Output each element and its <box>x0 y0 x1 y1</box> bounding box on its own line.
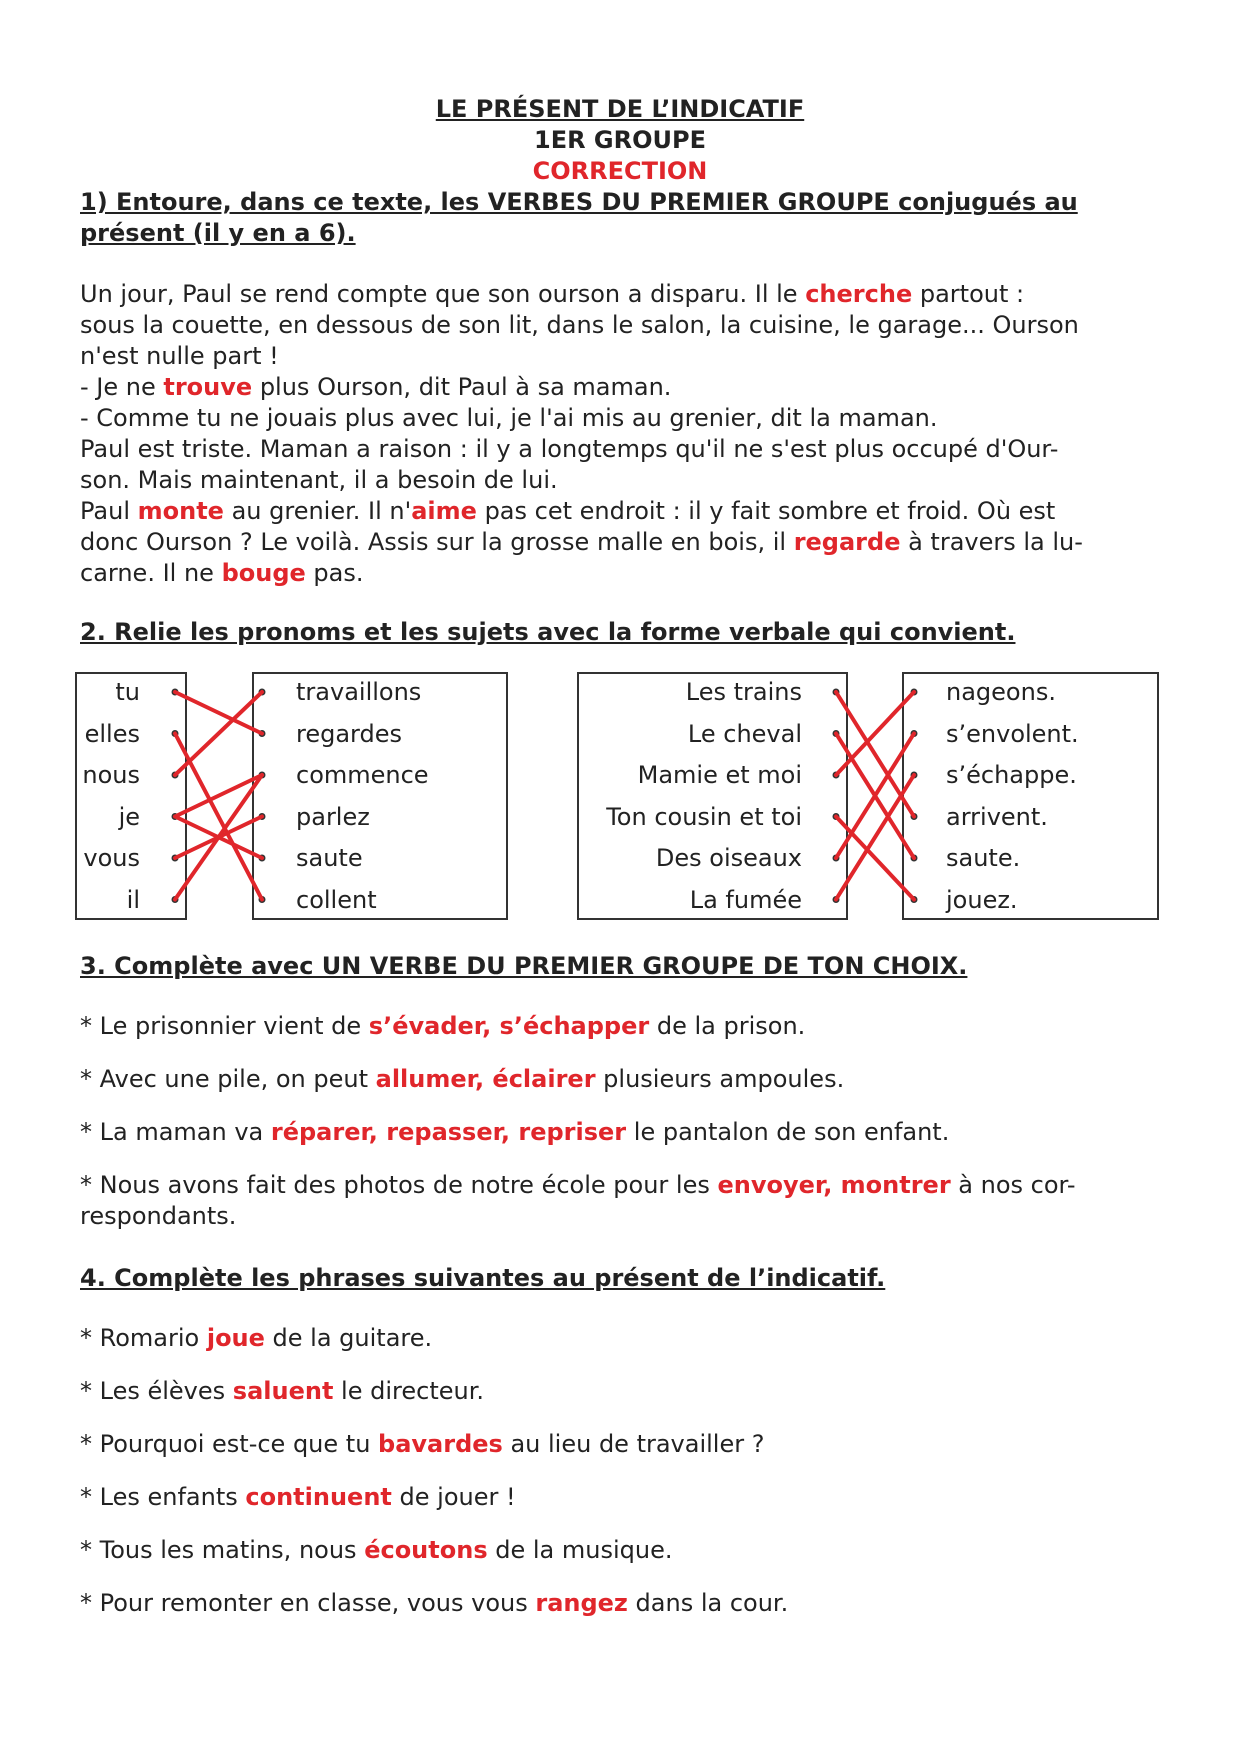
paragraph-line <box>80 558 1155 589</box>
answer-verb: bouge <box>221 559 306 587</box>
text-segment: * Le prisonnier vient de <box>80 1012 369 1040</box>
left-subject: elles <box>84 719 140 748</box>
section4-title: 4. Complète les phrases suivantes au présent de l’indicatif. <box>80 1264 886 1292</box>
left-verb: saute <box>296 844 363 872</box>
exercise-line <box>80 1376 1160 1407</box>
answer-verb: allumer, éclairer <box>375 1065 596 1093</box>
right-verb: arrivent. <box>946 802 1048 831</box>
text-segment: n'est nulle part ! <box>80 342 279 370</box>
text-segment: au lieu de travailler ? <box>502 1430 765 1458</box>
text-segment: à nos cor- <box>950 1171 1076 1199</box>
answer-verb: s’évader, s’échapper <box>368 1012 650 1040</box>
answer-verb: regarde <box>793 528 901 556</box>
text-segment: pas. <box>305 559 364 587</box>
answer-verb: monte <box>137 497 224 525</box>
text-segment: plus Ourson, dit Paul à sa maman. <box>252 373 672 401</box>
text-segment: - Je ne <box>80 373 164 401</box>
right-verb: s’envolent. <box>946 719 1079 748</box>
text-segment: de jouer ! <box>391 1483 516 1511</box>
answer-verb: réparer, repasser, repriser <box>270 1118 627 1146</box>
left-link-line <box>175 817 262 859</box>
text-segment: sous la couette, en dessous de son lit, dans le salon, la cuisine, le garage... Ourson <box>80 311 1079 339</box>
text-segment: * Avec une pile, on peut <box>80 1065 376 1093</box>
exercise-line <box>80 1201 1160 1232</box>
correction-label: CORRECTION <box>532 157 708 185</box>
paragraph-line <box>80 434 1155 465</box>
text-segment: * Pour remonter en classe, vous vous <box>80 1589 536 1617</box>
exercise-line <box>80 1011 1160 1042</box>
exercise-line <box>80 1170 1160 1201</box>
left-link-line <box>175 734 262 900</box>
answer-verb: trouve <box>163 373 253 401</box>
text-segment: * Pourquoi est-ce que tu <box>80 1430 379 1458</box>
right-subject: Les trains <box>685 678 802 706</box>
text-segment: * Romario <box>80 1324 207 1352</box>
paragraph-line <box>80 496 1155 527</box>
paragraph-line <box>80 279 1155 310</box>
text-segment: de la guitare. <box>264 1324 433 1352</box>
text-segment: dans la cour. <box>627 1589 789 1617</box>
right-verb: jouez. <box>946 885 1018 914</box>
exercise-item <box>80 1011 1160 1042</box>
exercise-line <box>80 1064 1160 1095</box>
text-segment: Paul est triste. Maman a raison : il y a longtemps qu'il ne s'est plus occupé d'Our- <box>80 435 1059 463</box>
left-verb: parlez <box>296 802 370 831</box>
exercise-item <box>80 1323 1160 1354</box>
text-segment: son. Mais maintenant, il a besoin de lui. <box>80 466 558 494</box>
answer-verb: cherche <box>805 280 913 308</box>
text-segment: * La maman va <box>80 1118 271 1146</box>
right-subjects-box <box>577 672 848 920</box>
text-segment: carne. Il ne <box>80 559 222 587</box>
left-link-line <box>175 692 262 775</box>
text-segment: Paul <box>80 497 138 525</box>
text-segment: le directeur. <box>333 1377 484 1405</box>
text-segment: Un jour, Paul se rend compte que son ourson a disparu. Il le <box>80 280 806 308</box>
text-segment: pas cet endroit : il y fait sombre et froid. Où est <box>476 497 1056 525</box>
left-subjects-box <box>75 672 187 920</box>
exercise-item <box>80 1535 1160 1566</box>
left-subject: vous <box>83 844 140 872</box>
answer-verb: continuent <box>245 1483 392 1511</box>
page-title: LE PRÉSENT DE L’INDICATIF <box>435 95 805 123</box>
page-subtitle: 1ER GROUPE <box>534 126 706 154</box>
answer-verb: aime <box>411 497 477 525</box>
right-subject: Le cheval <box>687 719 802 748</box>
paragraph-line <box>80 341 1155 372</box>
text-segment: de la musique. <box>487 1536 673 1564</box>
right-subject: Des oiseaux <box>655 844 802 872</box>
exercise-line <box>80 1588 1160 1619</box>
left-verb: regardes <box>296 719 402 748</box>
answer-verb: bavardes <box>378 1430 503 1458</box>
section1-text <box>80 279 1155 589</box>
paragraph-line <box>80 527 1155 558</box>
exercise-item <box>80 1588 1160 1619</box>
exercise-line <box>80 1482 1160 1513</box>
text-segment: * Nous avons fait des photos de notre école pour les <box>80 1171 718 1199</box>
exercise-line <box>80 1323 1160 1354</box>
answer-verb: envoyer, montrer <box>717 1171 951 1199</box>
text-segment: * Les enfants <box>80 1483 246 1511</box>
exercise-line <box>80 1535 1160 1566</box>
exercise-item <box>80 1429 1160 1460</box>
text-segment: partout : <box>912 280 1025 308</box>
text-segment: le pantalon de son enfant. <box>626 1118 950 1146</box>
right-verbs-box <box>902 672 1159 920</box>
right-subject: Ton cousin et toi <box>606 802 802 831</box>
paragraph-line <box>80 403 1155 434</box>
left-verb: commence <box>296 761 429 789</box>
exercise-item <box>80 1117 1160 1148</box>
text-segment: à travers la lu- <box>900 528 1083 556</box>
section1-title: 1) Entoure, dans ce texte, les VERBES DU PREMIER GROUPE conjugués au présent (il y en a 6). <box>80 188 1078 247</box>
exercise-item <box>80 1482 1160 1513</box>
right-subject: Mamie et moi <box>637 761 802 789</box>
left-link-line <box>175 775 262 900</box>
text-segment: plusieurs ampoules. <box>595 1065 845 1093</box>
exercise-item <box>80 1064 1160 1095</box>
paragraph-line <box>80 465 1155 496</box>
text-segment: * Les élèves <box>80 1377 233 1405</box>
right-subject: La fumée <box>689 885 802 914</box>
text-segment: au grenier. Il n' <box>223 497 412 525</box>
text-segment: donc Ourson ? Le voilà. Assis sur la grosse malle en bois, il <box>80 528 794 556</box>
right-verb: saute. <box>946 844 1021 872</box>
exercise-item <box>80 1170 1160 1232</box>
text-segment: de la prison. <box>649 1012 806 1040</box>
left-verb: travaillons <box>296 678 422 706</box>
left-verb: collent <box>296 885 377 914</box>
left-subject: nous <box>82 761 140 789</box>
left-link-line <box>175 775 262 817</box>
answer-verb: joue <box>206 1324 265 1352</box>
left-subject: il <box>126 885 140 914</box>
right-verb: nageons. <box>946 678 1056 706</box>
answer-verb: saluent <box>232 1377 334 1405</box>
left-verbs-box <box>252 672 508 920</box>
left-subject: tu <box>115 678 140 706</box>
exercise-line <box>80 1429 1160 1460</box>
left-subject: je <box>118 802 140 831</box>
section2-title: 2. Relie les pronoms et les sujets avec la forme verbale qui convient. <box>80 618 1016 646</box>
answer-verb: écoutons <box>364 1536 488 1564</box>
text-segment: * Tous les matins, nous <box>80 1536 365 1564</box>
section3-title: 3. Complète avec UN VERBE DU PREMIER GROUPE DE TON CHOIX. <box>80 952 968 980</box>
exercise-item <box>80 1376 1160 1407</box>
paragraph-line <box>80 310 1155 341</box>
text-segment: - Comme tu ne jouais plus avec lui, je l'ai mis au grenier, dit la maman. <box>80 404 938 432</box>
left-link-line <box>175 692 262 734</box>
left-link-line <box>175 817 262 859</box>
exercise-line <box>80 1117 1160 1148</box>
text-segment: respondants. <box>80 1202 237 1230</box>
answer-verb: rangez <box>535 1589 628 1617</box>
paragraph-line <box>80 372 1155 403</box>
right-verb: s’échappe. <box>946 761 1077 789</box>
